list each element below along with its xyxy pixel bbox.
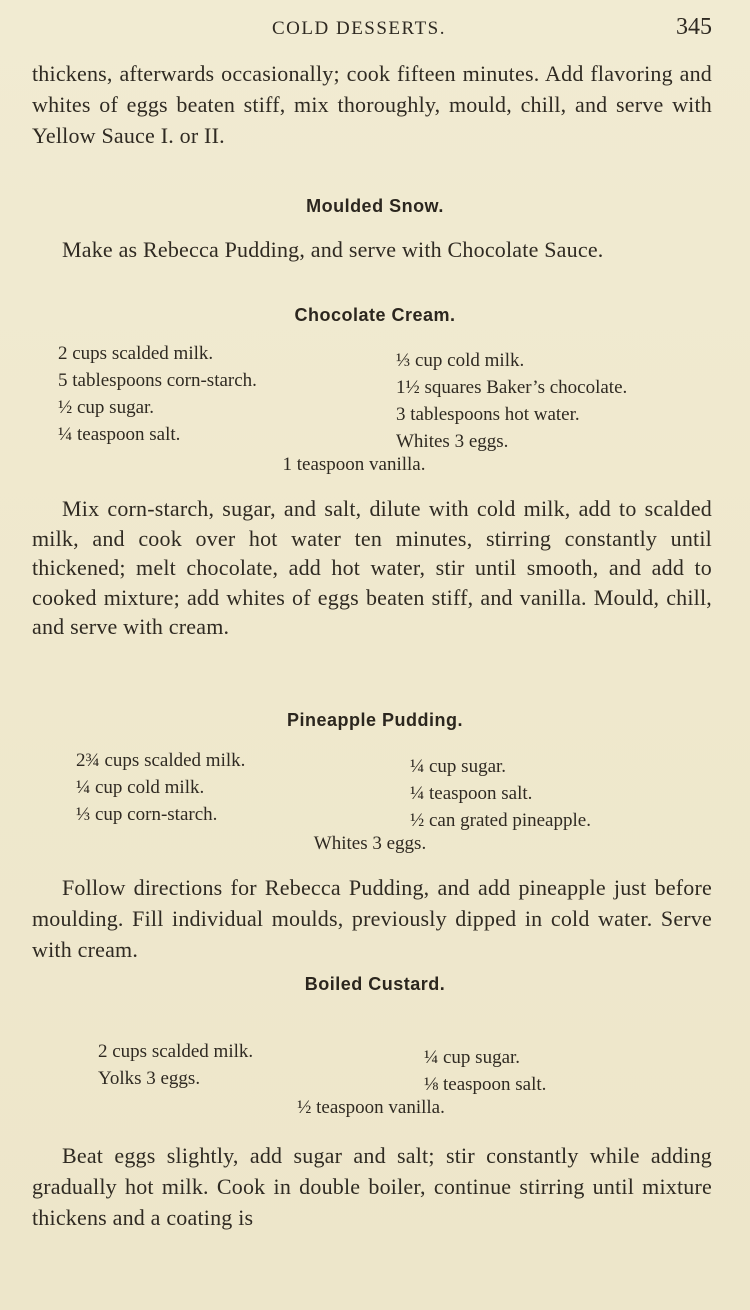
ingredient-item: ⅓ cup cold milk. [396, 350, 525, 371]
ingredient-list-left [58, 340, 257, 448]
continuation-paragraph: thickens, afterwards occasionally; cook fifteen minutes. Add flavoring and whites of eggs beaten stiff, mix thoroughly, mould, chill, and serve with Yellow Sauce I. or II. [32, 61, 712, 148]
ingredient-center: ½ teaspoon vanilla. [297, 1097, 445, 1118]
ingredient-list-right [424, 1044, 546, 1098]
ingredient-item: 2¾ cups scalded milk. [76, 750, 246, 771]
recipe-title-chocolate-cream: Chocolate Cream. [294, 305, 456, 325]
ingredient-item: Whites 3 eggs. [396, 431, 509, 452]
recipe-title-pineapple-pudding: Pineapple Pudding. [286, 710, 463, 730]
ingredient-item: ¼ teaspoon salt. [410, 783, 533, 804]
ingredient-item: Yolks 3 eggs. [98, 1068, 201, 1089]
ingredient-item: 3 tablespoons hot water. [396, 404, 580, 425]
recipe-title-moulded-snow: Moulded Snow. [306, 196, 444, 216]
running-head: COLD DESSERTS. [272, 18, 446, 39]
ingredient-item: 2 cups scalded milk. [58, 343, 214, 364]
recipe-title-boiled-custard: Boiled Custard. [304, 974, 446, 994]
ingredient-item: 5 tablespoons corn-starch. [58, 370, 257, 391]
boiled-custard-method: Beat eggs slightly, add sugar and salt; stir constantly while adding gradually hot milk. Cook in double boiler, continue stirring until mixture thickens and a coating is [32, 1143, 712, 1230]
ingredient-item: 2 cups scalded milk. [98, 1041, 254, 1062]
ingredient-item: ¼ cup sugar. [410, 756, 507, 777]
ingredient-item: ¼ cup cold milk. [76, 777, 205, 798]
ingredient-center: 1 teaspoon vanilla. [282, 454, 426, 475]
ingredient-list-right [410, 753, 591, 834]
ingredient-center: Whites 3 eggs. [313, 833, 427, 854]
ingredient-list-left [98, 1038, 253, 1092]
ingredient-item: ¼ teaspoon salt. [58, 424, 181, 445]
page-header [0, 14, 750, 48]
ingredient-item: ⅓ cup corn-starch. [76, 804, 218, 825]
ingredient-list-right [396, 347, 627, 455]
ingredient-item: ⅛ teaspoon salt. [424, 1074, 547, 1095]
ingredient-item: ½ can grated pineapple. [410, 810, 591, 831]
moulded-snow-text: Make as Rebecca Pudding, and serve with Chocolate Sauce. [62, 237, 604, 262]
ingredient-item: ¼ cup sugar. [424, 1047, 521, 1068]
chocolate-cream-method: Mix corn-starch, sugar, and salt, dilute with cold milk, add to scalded milk, and cook over hot water ten minutes, stirring constantly until thickened; melt chocolate, add hot water, stir until smooth, and add to cooked mixture; add whites of eggs beaten stiff, and vanilla. Mould, chill, and serve with cream. [32, 496, 712, 639]
page-number: 345 [676, 14, 712, 40]
ingredient-item: ½ cup sugar. [58, 397, 155, 418]
pineapple-pudding-method: Follow directions for Rebecca Pudding, and add pineapple just before moulding. Fill individual moulds, previously dipped in cold water. Serve with cream. [32, 875, 712, 962]
ingredient-item: 1½ squares Baker’s chocolate. [396, 377, 628, 398]
ingredient-list-left [76, 747, 245, 828]
